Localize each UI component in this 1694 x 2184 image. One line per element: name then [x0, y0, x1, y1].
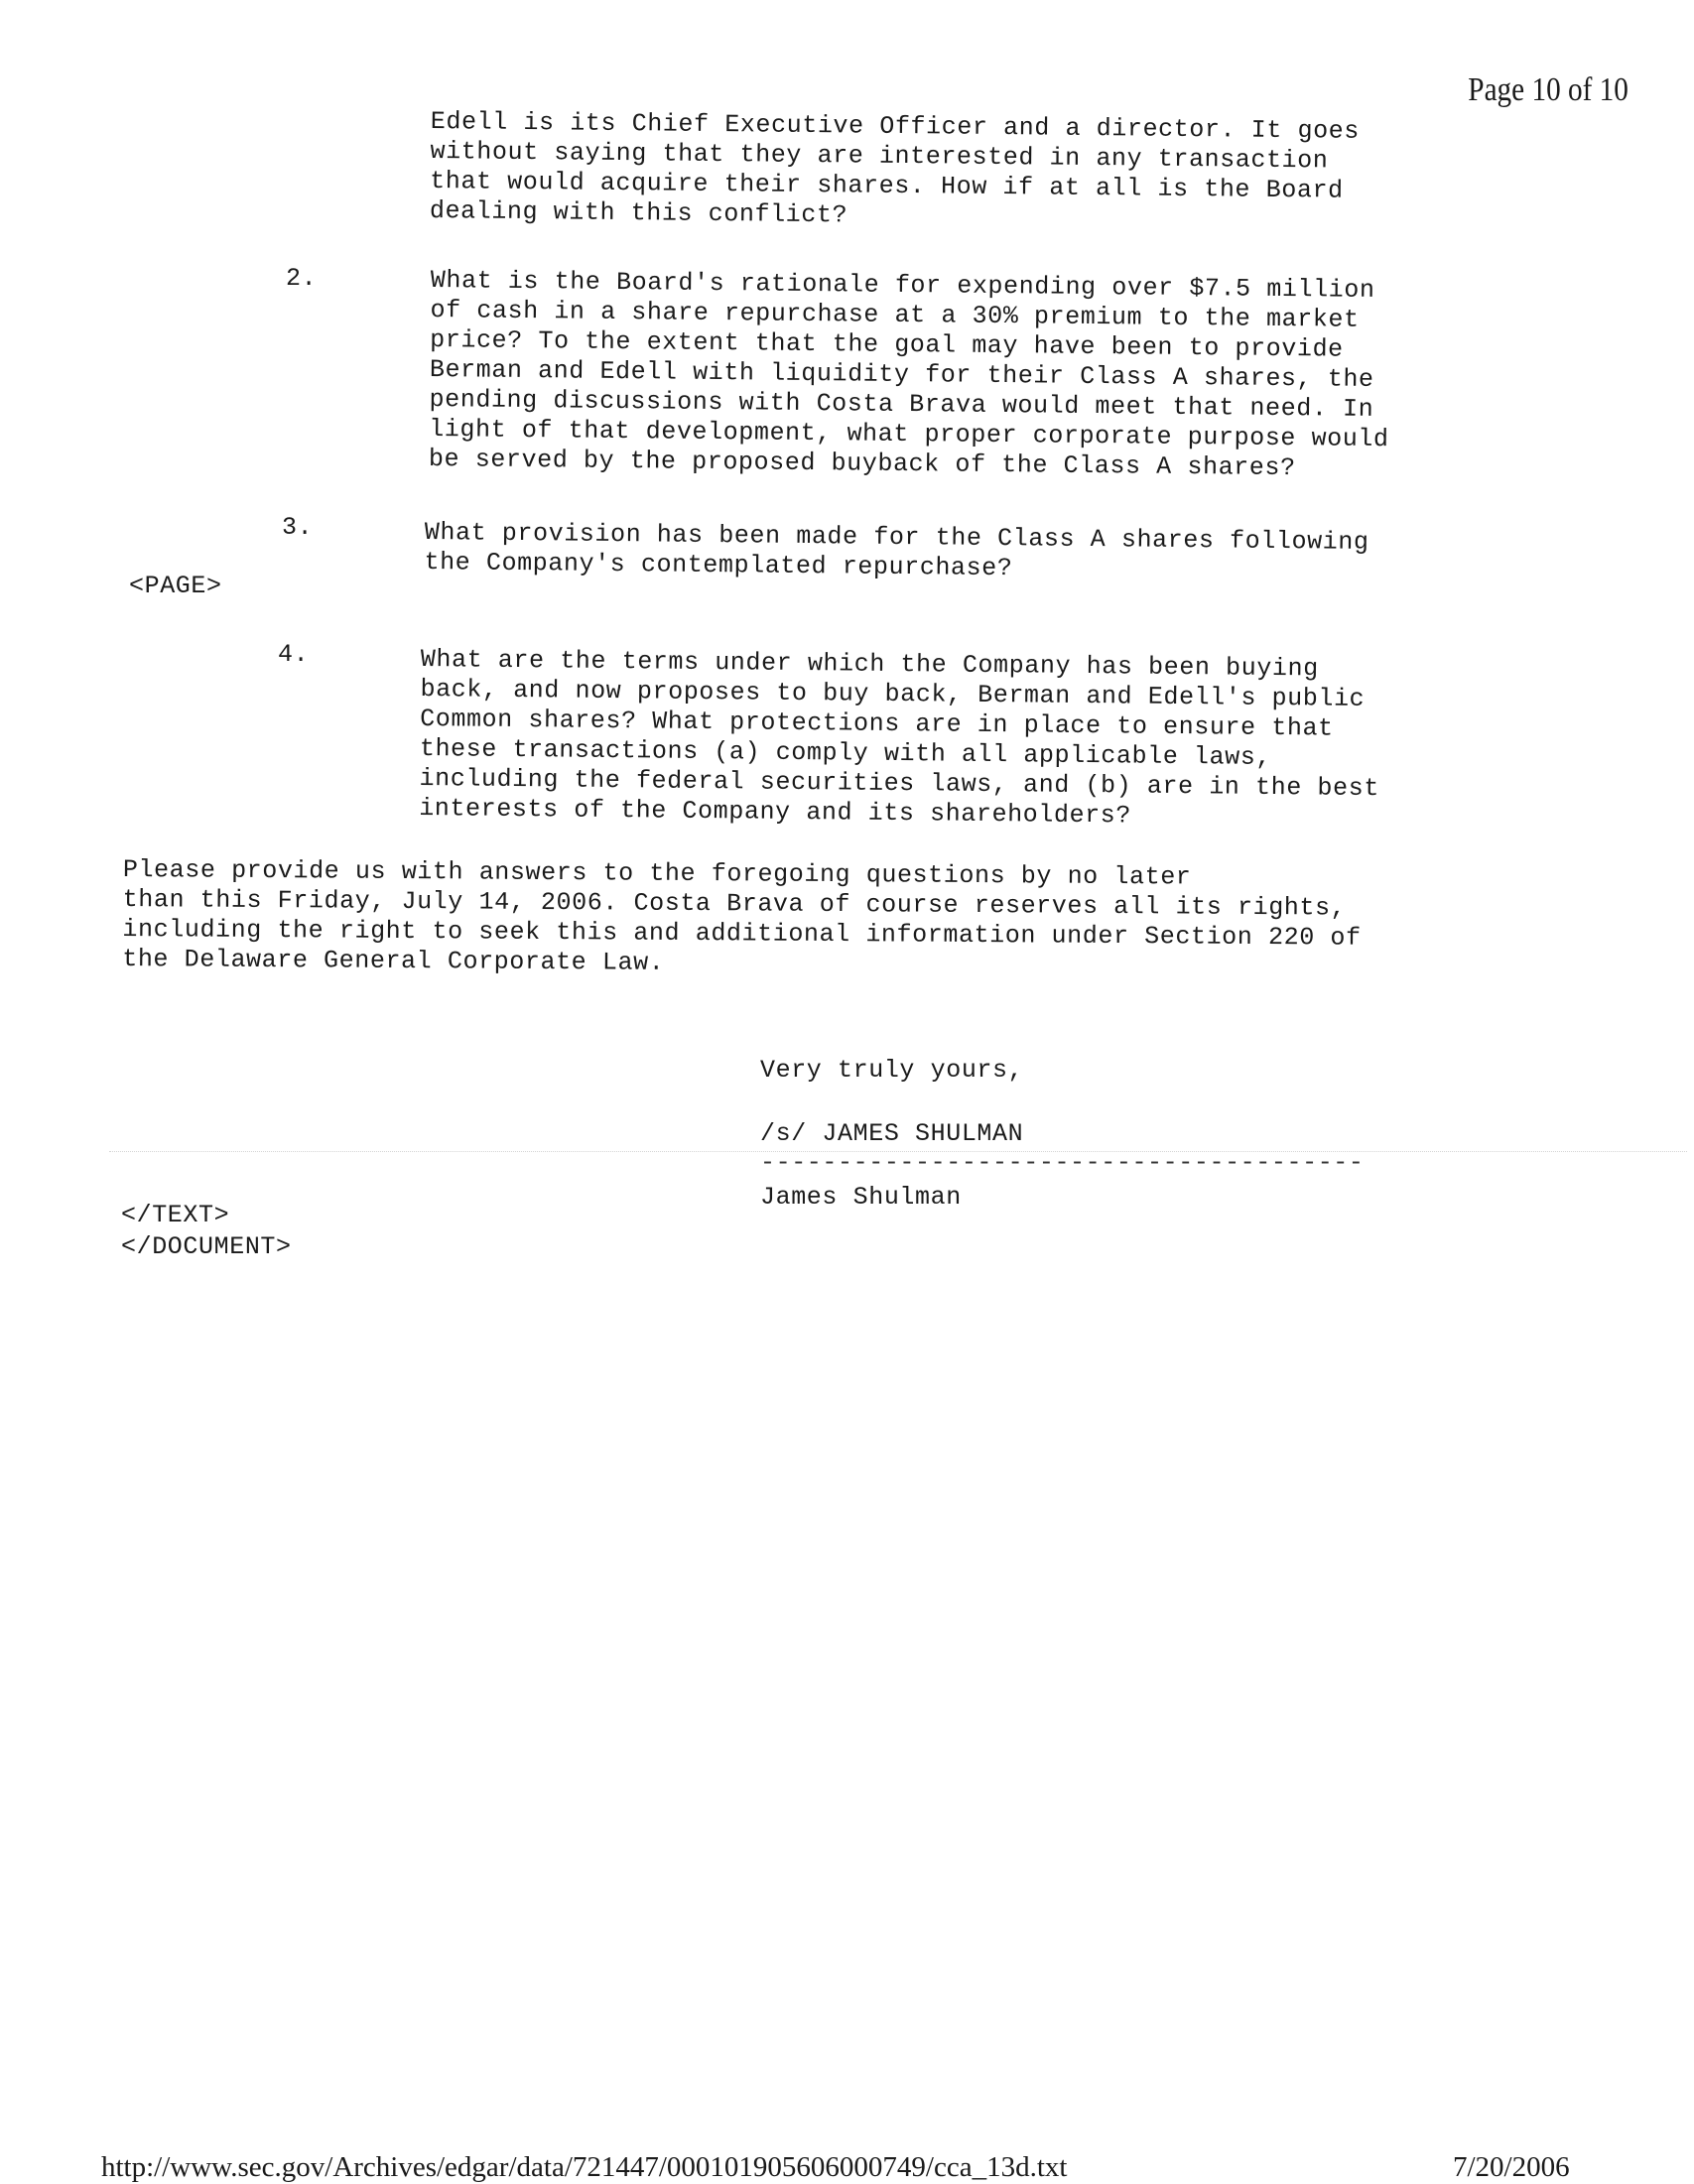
- document-close-tag: </DOCUMENT>: [121, 1232, 292, 1261]
- question-number-3: 3.: [282, 513, 314, 542]
- question-text-4: What are the terms under which the Company has been buying back, and now proposes to buy back, Berman and Edell's public Common shares? What protections are in place to ensure that these transactions (a) comply with all applicable laws, including the federal securities laws, and (b) are in the best interests of the Company and its shareholders?: [419, 645, 1380, 831]
- signature-rule: ---------------------------------------: [760, 1153, 1365, 1173]
- footer-date: 7/20/2006: [1453, 2151, 1570, 2183]
- page-number: Page 10 of 10: [1468, 71, 1629, 108]
- signer-name: James Shulman: [760, 1183, 962, 1212]
- question-text-3: What provision has been made for the Class A shares following the Company's contemplated repurchase?: [424, 518, 1369, 583]
- question-number-2: 2.: [286, 264, 318, 293]
- question-text-2: What is the Board's rationale for expending over $7.5 million of cash in a share repurchase at a 30% premium to the market price? To the extent that the goal may have been to provide Berman and Edell with liquidity for their Class A shares, the pending discussions with Costa Brava would meet that need. In light of that development, what proper corporate purpose would be served by the proposed buyback of the Class A shares?: [428, 266, 1389, 483]
- text-close-tag: </TEXT>: [121, 1201, 230, 1229]
- scan-separator-line: [109, 1151, 1687, 1152]
- signature-salutation: Very truly yours,: [760, 1056, 1024, 1085]
- footer-url: http://www.sec.gov/Archives/edgar/data/721447/000101905606000749/cca_13d.txt: [101, 2151, 1068, 2183]
- signature-signed: /s/ JAMES SHULMAN: [760, 1119, 1024, 1148]
- question-number-4: 4.: [278, 640, 310, 669]
- closing-paragraph: Please provide us with answers to the foregoing questions by no later than this Friday, July 14, 2006. Costa Brava of course reserves all its rights, including the right to seek this and additional information under Section 220 of the Delaware General Corporate Law.: [122, 855, 1362, 977]
- intro-paragraph: Edell is its Chief Executive Officer and a director. It goes without saying that they are interested in any transaction that would acquire their shares. How if at all is the Board dealing with this conflict?: [429, 107, 1361, 230]
- page-tag: <PAGE>: [129, 572, 222, 600]
